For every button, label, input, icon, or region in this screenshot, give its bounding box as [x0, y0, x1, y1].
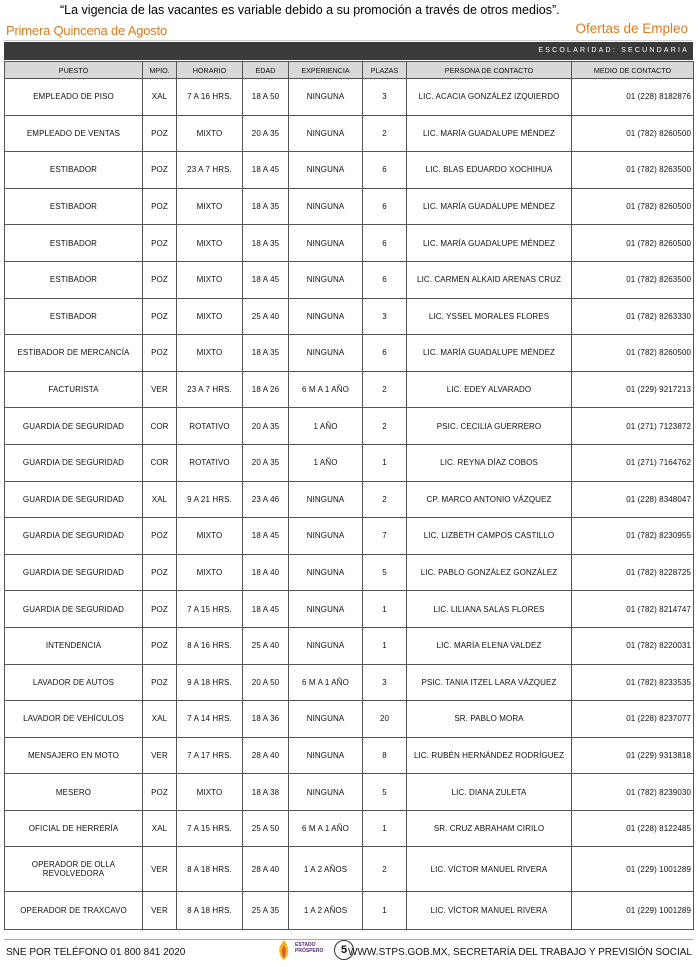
cell-experiencia: NINGUNA — [289, 737, 363, 774]
cell-experiencia: 6 M A 1 AÑO — [289, 371, 363, 408]
cell-medio-contacto: 01 (228) 8237077 — [572, 701, 694, 738]
cell-persona-contacto: PSIC. TANIA ITZEL LARA VÁZQUEZ — [407, 664, 572, 701]
table-row — [5, 371, 694, 408]
cell-mpio: VER — [143, 892, 177, 930]
cell-plazas: 20 — [363, 701, 407, 738]
cell-mpio: XAL — [143, 701, 177, 738]
cell-puesto: OPERADOR DE OLLA REVOLVEDORA — [5, 847, 143, 892]
cell-mpio: POZ — [143, 261, 177, 298]
cell-edad: 20 A 35 — [243, 408, 289, 445]
table-row — [5, 152, 694, 189]
cell-plazas: 6 — [363, 335, 407, 372]
cell-puesto: GUARDIA DE SEGURIDAD — [5, 591, 143, 628]
table-row — [5, 774, 694, 811]
cell-mpio: POZ — [143, 335, 177, 372]
table-row — [5, 892, 694, 930]
cell-medio-contacto: 01 (228) 8182876 — [572, 79, 694, 116]
cell-persona-contacto: LIC. LIZBETH CAMPOS CASTILLO — [407, 518, 572, 555]
cell-persona-contacto: LIC. MARÍA GUADALUPE MÉNDEZ — [407, 335, 572, 372]
cell-horario: MIXTO — [177, 774, 243, 811]
cell-edad: 25 A 40 — [243, 627, 289, 664]
cell-puesto: LAVADOR DE VEHÍCULOS — [5, 701, 143, 738]
cell-horario: ROTATIVO — [177, 408, 243, 445]
cell-experiencia: NINGUNA — [289, 225, 363, 262]
cell-edad: 18 A 36 — [243, 701, 289, 738]
period-label: Primera Quincena de Agosto — [6, 23, 168, 38]
col-mpio: MPIO. — [143, 62, 177, 79]
cell-edad: 20 A 35 — [243, 444, 289, 481]
cell-plazas: 7 — [363, 518, 407, 555]
cell-puesto: OFICIAL DE HERRERÍA — [5, 810, 143, 847]
cell-puesto: GUARDIA DE SEGURIDAD — [5, 518, 143, 555]
cell-experiencia: 1 AÑO — [289, 408, 363, 445]
logo-line-1: ESTADO — [295, 942, 316, 948]
cell-horario: 9 A 21 HRS. — [177, 481, 243, 518]
cell-edad: 18 A 35 — [243, 225, 289, 262]
cell-medio-contacto: 01 (782) 8260500 — [572, 225, 694, 262]
cell-plazas: 6 — [363, 188, 407, 225]
cell-mpio: XAL — [143, 810, 177, 847]
table-row — [5, 444, 694, 481]
cell-puesto: GUARDIA DE SEGURIDAD — [5, 444, 143, 481]
cell-horario: 8 A 18 HRS. — [177, 847, 243, 892]
logo-text — [295, 942, 323, 954]
cell-persona-contacto: LIC. VÍCTOR MANUEL RIVERA — [407, 847, 572, 892]
cell-plazas: 2 — [363, 408, 407, 445]
cell-persona-contacto: SR. CRUZ ABRAHAM CIRILO — [407, 810, 572, 847]
cell-plazas: 1 — [363, 627, 407, 664]
cell-mpio: POZ — [143, 188, 177, 225]
cell-puesto: MESERO — [5, 774, 143, 811]
cell-edad: 25 A 40 — [243, 298, 289, 335]
cell-medio-contacto: 01 (229) 1001289 — [572, 892, 694, 930]
sne-phone: SNE POR TELÉFONO 01 800 841 2020 — [6, 947, 186, 958]
cell-persona-contacto: LIC. PABLO GONZÁLEZ GONZÁLEZ — [407, 554, 572, 591]
cell-horario: MIXTO — [177, 518, 243, 555]
table-row — [5, 518, 694, 555]
cell-mpio: POZ — [143, 298, 177, 335]
cell-puesto: EMPLEADO DE VENTAS — [5, 115, 143, 152]
cell-medio-contacto: 01 (782) 8260500 — [572, 188, 694, 225]
cell-edad: 18 A 45 — [243, 518, 289, 555]
cell-plazas: 2 — [363, 115, 407, 152]
cell-experiencia: NINGUNA — [289, 79, 363, 116]
table-row — [5, 664, 694, 701]
cell-puesto: MENSAJERO EN MOTO — [5, 737, 143, 774]
cell-horario: 7 A 17 HRS. — [177, 737, 243, 774]
cell-experiencia: NINGUNA — [289, 701, 363, 738]
cell-medio-contacto: 01 (271) 7123872 — [572, 408, 694, 445]
cell-medio-contacto: 01 (271) 7164762 — [572, 444, 694, 481]
table-row — [5, 810, 694, 847]
cell-puesto: ESTIBADOR — [5, 152, 143, 189]
cell-experiencia: NINGUNA — [289, 298, 363, 335]
cell-puesto: OPERADOR DE TRAXCAVO — [5, 892, 143, 930]
cell-plazas: 3 — [363, 664, 407, 701]
cell-mpio: XAL — [143, 481, 177, 518]
cell-mpio: POZ — [143, 518, 177, 555]
cell-horario: MIXTO — [177, 188, 243, 225]
cell-horario: MIXTO — [177, 225, 243, 262]
cell-puesto: GUARDIA DE SEGURIDAD — [5, 554, 143, 591]
cell-horario: 9 A 18 HRS. — [177, 664, 243, 701]
cell-edad: 18 A 45 — [243, 152, 289, 189]
cell-edad: 18 A 50 — [243, 79, 289, 116]
table-header-row — [5, 62, 694, 79]
cell-experiencia: NINGUNA — [289, 627, 363, 664]
cell-mpio: POZ — [143, 225, 177, 262]
cell-mpio: POZ — [143, 774, 177, 811]
cell-edad: 25 A 35 — [243, 892, 289, 930]
cell-medio-contacto: 01 (782) 8263330 — [572, 298, 694, 335]
col-experiencia: EXPERIENCIA — [289, 62, 363, 79]
page-number: 5 — [334, 940, 354, 960]
cell-medio-contacto: 01 (228) 8348047 — [572, 481, 694, 518]
cell-plazas: 5 — [363, 554, 407, 591]
cell-horario: MIXTO — [177, 554, 243, 591]
cell-edad: 18 A 35 — [243, 335, 289, 372]
cell-persona-contacto: LIC. EDEY ALVARADO — [407, 371, 572, 408]
page-title: Ofertas de Empleo — [575, 21, 688, 36]
cell-medio-contacto: 01 (229) 9217213 — [572, 371, 694, 408]
cell-edad: 28 A 40 — [243, 737, 289, 774]
cell-horario: 7 A 15 HRS. — [177, 591, 243, 628]
cell-medio-contacto: 01 (782) 8230955 — [572, 518, 694, 555]
job-rows — [5, 79, 694, 930]
cell-medio-contacto: 01 (228) 8122485 — [572, 810, 694, 847]
cell-mpio: POZ — [143, 115, 177, 152]
cell-edad: 20 A 50 — [243, 664, 289, 701]
cell-plazas: 1 — [363, 892, 407, 930]
cell-horario: 8 A 18 HRS. — [177, 892, 243, 930]
table-row — [5, 408, 694, 445]
cell-plazas: 6 — [363, 225, 407, 262]
cell-experiencia: NINGUNA — [289, 481, 363, 518]
cell-puesto: ESTIBADOR — [5, 188, 143, 225]
cell-medio-contacto: 01 (229) 1001289 — [572, 847, 694, 892]
cell-plazas: 1 — [363, 591, 407, 628]
cell-persona-contacto: LIC. MARÍA GUADALUPE MÉNDEZ — [407, 225, 572, 262]
cell-mpio: POZ — [143, 554, 177, 591]
cell-edad: 18 A 45 — [243, 261, 289, 298]
cell-persona-contacto: LIC. RUBÉN HERNÁNDEZ RODRÍGUEZ — [407, 737, 572, 774]
flame-logo-icon — [276, 939, 292, 961]
cell-persona-contacto: LIC. CARMEN ALKAID ARENAS CRUZ — [407, 261, 572, 298]
cell-mpio: XAL — [143, 79, 177, 116]
cell-mpio: POZ — [143, 664, 177, 701]
cell-medio-contacto: 01 (782) 8228725 — [572, 554, 694, 591]
col-persona-contacto: PERSONA DE CONTACTO — [407, 62, 572, 79]
cell-horario: MIXTO — [177, 335, 243, 372]
cell-horario: 8 A 16 HRS. — [177, 627, 243, 664]
cell-medio-contacto: 01 (782) 8220031 — [572, 627, 694, 664]
cell-plazas: 2 — [363, 847, 407, 892]
cell-medio-contacto: 01 (782) 8214747 — [572, 591, 694, 628]
table-row — [5, 115, 694, 152]
table-row — [5, 627, 694, 664]
cell-plazas: 1 — [363, 810, 407, 847]
cell-puesto: EMPLEADO DE PISO — [5, 79, 143, 116]
cell-experiencia: 6 M A 1 AÑO — [289, 664, 363, 701]
table-row — [5, 847, 694, 892]
col-puesto: PUESTO — [5, 62, 143, 79]
cell-experiencia: NINGUNA — [289, 774, 363, 811]
table-row — [5, 188, 694, 225]
cell-mpio: VER — [143, 847, 177, 892]
col-medio-contacto: MEDIO DE CONTACTO — [572, 62, 694, 79]
table-row — [5, 554, 694, 591]
col-edad: EDAD — [243, 62, 289, 79]
cell-persona-contacto: LIC. MARÍA GUADALUPE MÉNDEZ — [407, 188, 572, 225]
vigencia-notice: “La vigencia de las vacantes es variable debido a su promoción a través de otros medios”. — [60, 3, 560, 17]
cell-experiencia: NINGUNA — [289, 518, 363, 555]
cell-edad: 18 A 26 — [243, 371, 289, 408]
stps-website: WWW.STPS.GOB.MX, SECRETARÍA DEL TRABAJO Y PREVISIÓN SOCIAL — [348, 947, 692, 958]
cell-edad: 18 A 35 — [243, 188, 289, 225]
cell-medio-contacto: 01 (229) 9313818 — [572, 737, 694, 774]
cell-horario: 23 A 7 HRS. — [177, 152, 243, 189]
cell-plazas: 6 — [363, 152, 407, 189]
cell-mpio: VER — [143, 737, 177, 774]
cell-experiencia: NINGUNA — [289, 115, 363, 152]
cell-mpio: POZ — [143, 152, 177, 189]
table-row — [5, 481, 694, 518]
cell-horario: 7 A 16 HRS. — [177, 79, 243, 116]
table-row — [5, 335, 694, 372]
cell-puesto: LAVADOR DE AUTOS — [5, 664, 143, 701]
cell-mpio: VER — [143, 371, 177, 408]
cell-experiencia: 1 A 2 AÑOS — [289, 892, 363, 930]
cell-edad: 18 A 40 — [243, 554, 289, 591]
cell-plazas: 2 — [363, 371, 407, 408]
cell-persona-contacto: LIC. MARÍA ELENA VALDEZ — [407, 627, 572, 664]
cell-persona-contacto: LIC. LILIANA SALAS FLORES — [407, 591, 572, 628]
cell-horario: ROTATIVO — [177, 444, 243, 481]
cell-medio-contacto: 01 (782) 8263500 — [572, 152, 694, 189]
cell-plazas: 8 — [363, 737, 407, 774]
col-horario: HORARIO — [177, 62, 243, 79]
schooling-bar: ESCOLARIDAD: SECUNDARIA — [4, 42, 693, 60]
cell-edad: 23 A 46 — [243, 481, 289, 518]
cell-plazas: 1 — [363, 444, 407, 481]
table-row — [5, 225, 694, 262]
cell-horario: 23 A 7 HRS. — [177, 371, 243, 408]
cell-edad: 18 A 45 — [243, 591, 289, 628]
cell-persona-contacto: CP. MARCO ANTONIO VÁZQUEZ — [407, 481, 572, 518]
table-row — [5, 737, 694, 774]
cell-experiencia: NINGUNA — [289, 591, 363, 628]
cell-mpio: COR — [143, 444, 177, 481]
table-row — [5, 701, 694, 738]
cell-experiencia: NINGUNA — [289, 335, 363, 372]
cell-puesto: INTENDENCIA — [5, 627, 143, 664]
cell-persona-contacto: SR. PABLO MORA — [407, 701, 572, 738]
cell-mpio: POZ — [143, 627, 177, 664]
cell-puesto: GUARDIA DE SEGURIDAD — [5, 408, 143, 445]
cell-horario: MIXTO — [177, 115, 243, 152]
logo-line-2: PRÓSPERO — [295, 948, 324, 954]
cell-plazas: 5 — [363, 774, 407, 811]
cell-experiencia: 1 AÑO — [289, 444, 363, 481]
cell-edad: 20 A 35 — [243, 115, 289, 152]
cell-medio-contacto: 01 (782) 8263500 — [572, 261, 694, 298]
cell-experiencia: NINGUNA — [289, 188, 363, 225]
cell-puesto: ESTIBADOR — [5, 298, 143, 335]
job-offers-table — [4, 61, 694, 930]
cell-horario: MIXTO — [177, 261, 243, 298]
cell-persona-contacto: LIC. REYNA DÍAZ COBOS — [407, 444, 572, 481]
cell-plazas: 3 — [363, 298, 407, 335]
cell-mpio: POZ — [143, 591, 177, 628]
cell-medio-contacto: 01 (782) 8260500 — [572, 335, 694, 372]
cell-medio-contacto: 01 (782) 8233535 — [572, 664, 694, 701]
cell-puesto: ESTIBADOR — [5, 225, 143, 262]
cell-persona-contacto: LIC. MARÍA GUADALUPE MÉNDEZ — [407, 115, 572, 152]
cell-persona-contacto: LIC. ACACIA GONZÁLEZ IZQUIERDO — [407, 79, 572, 116]
cell-persona-contacto: LIC. YSSEL MORALES FLORES — [407, 298, 572, 335]
cell-experiencia: 6 M A 1 AÑO — [289, 810, 363, 847]
cell-medio-contacto: 01 (782) 8260500 — [572, 115, 694, 152]
cell-experiencia: NINGUNA — [289, 152, 363, 189]
col-plazas: PLAZAS — [363, 62, 407, 79]
cell-experiencia: NINGUNA — [289, 554, 363, 591]
cell-medio-contacto: 01 (782) 8239030 — [572, 774, 694, 811]
table-row — [5, 261, 694, 298]
cell-edad: 28 A 40 — [243, 847, 289, 892]
table-row — [5, 591, 694, 628]
cell-horario: 7 A 14 HRS. — [177, 701, 243, 738]
cell-puesto: FACTURISTA — [5, 371, 143, 408]
cell-persona-contacto: PSIC. CECILIA GUERRERO — [407, 408, 572, 445]
cell-plazas: 6 — [363, 261, 407, 298]
cell-experiencia: 1 A 2 AÑOS — [289, 847, 363, 892]
cell-edad: 18 A 38 — [243, 774, 289, 811]
cell-puesto: ESTIBADOR DE MERCANCÍA — [5, 335, 143, 372]
cell-horario: MIXTO — [177, 298, 243, 335]
cell-persona-contacto: LIC. DIANA ZULETA — [407, 774, 572, 811]
cell-persona-contacto: LIC. BLAS EDUARDO XOCHIHUA — [407, 152, 572, 189]
cell-plazas: 2 — [363, 481, 407, 518]
table-row — [5, 79, 694, 116]
cell-puesto: GUARDIA DE SEGURIDAD — [5, 481, 143, 518]
top-divider — [4, 40, 693, 41]
cell-persona-contacto: LIC. VÍCTOR MANUEL RIVERA — [407, 892, 572, 930]
cell-plazas: 3 — [363, 79, 407, 116]
cell-edad: 25 A 50 — [243, 810, 289, 847]
cell-experiencia: NINGUNA — [289, 261, 363, 298]
cell-mpio: COR — [143, 408, 177, 445]
cell-puesto: ESTIBADOR — [5, 261, 143, 298]
cell-horario: 7 A 15 HRS. — [177, 810, 243, 847]
table-row — [5, 298, 694, 335]
